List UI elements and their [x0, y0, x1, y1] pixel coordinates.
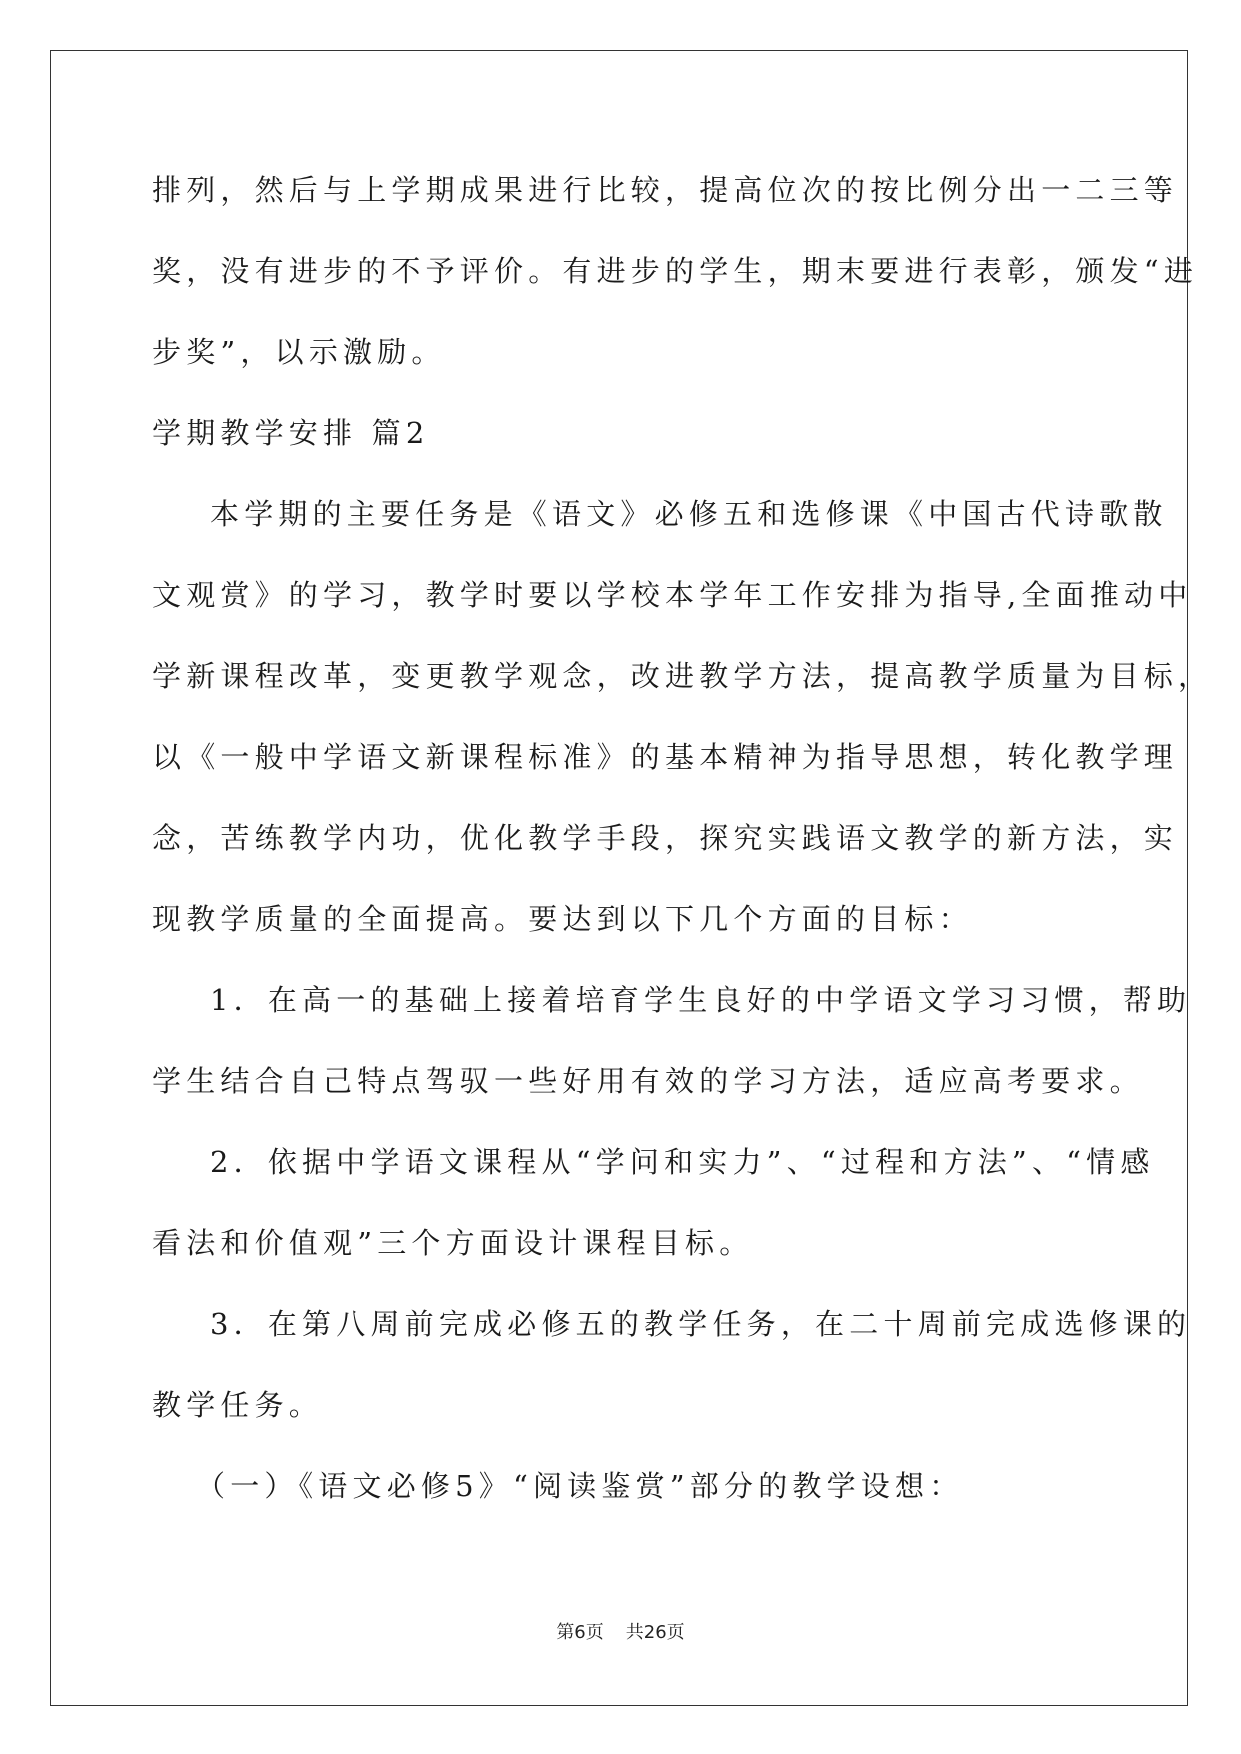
subsection-heading: （一）《语文必修5》“阅读鉴赏”部分的教学设想： [196, 1469, 964, 1503]
list-item-line: 1．在高一的基础上接着培育学生良好的中学语文学习习惯，帮助 [210, 983, 1192, 1017]
section-heading: 学期教学安排 篇2 [152, 416, 430, 450]
page-border [50, 50, 1188, 1706]
paragraph-line: 本学期的主要任务是《语文》必修五和选修课《中国古代诗歌散 [210, 497, 1168, 531]
paragraph-line: 念，苦练教学内功，优化教学手段，探究实践语文教学的新方法，实 [152, 821, 1179, 855]
list-item-line: 2．依据中学语文课程从“学问和实力”、“过程和方法”、“情感 [210, 1145, 1155, 1179]
page-footer [0, 1618, 1241, 1644]
paragraph-line: 奖，没有进步的不予评价。有进步的学生，期末要进行表彰，颁发“进 [152, 254, 1199, 288]
paragraph-line: 步奖”，以示激励。 [152, 335, 446, 369]
page-total: 共26页 [625, 1622, 685, 1643]
paragraph-line: 排列，然后与上学期成果进行比较，提高位次的按比例分出一二三等 [152, 173, 1179, 207]
list-item-line: 3．在第八周前完成必修五的教学任务，在二十周前完成选修课的 [210, 1307, 1192, 1341]
paragraph-line: 学新课程改革，变更教学观念，改进教学方法，提高教学质量为目标， [152, 659, 1213, 693]
list-item-line: 看法和价值观”三个方面设计课程目标。 [152, 1226, 754, 1260]
page-number: 第6页 [556, 1622, 604, 1643]
list-item-line: 教学任务。 [152, 1388, 324, 1422]
paragraph-line: 以《一般中学语文新课程标准》的基本精神为指导思想，转化教学理 [152, 740, 1179, 774]
paragraph-line: 文观赏》的学习，教学时要以学校本学年工作安排为指导,全面推动中 [152, 578, 1193, 612]
list-item-line: 学生结合自己特点驾驭一些好用有效的学习方法，适应高考要求。 [152, 1064, 1144, 1098]
paragraph-line: 现教学质量的全面提高。要达到以下几个方面的目标： [152, 902, 973, 936]
